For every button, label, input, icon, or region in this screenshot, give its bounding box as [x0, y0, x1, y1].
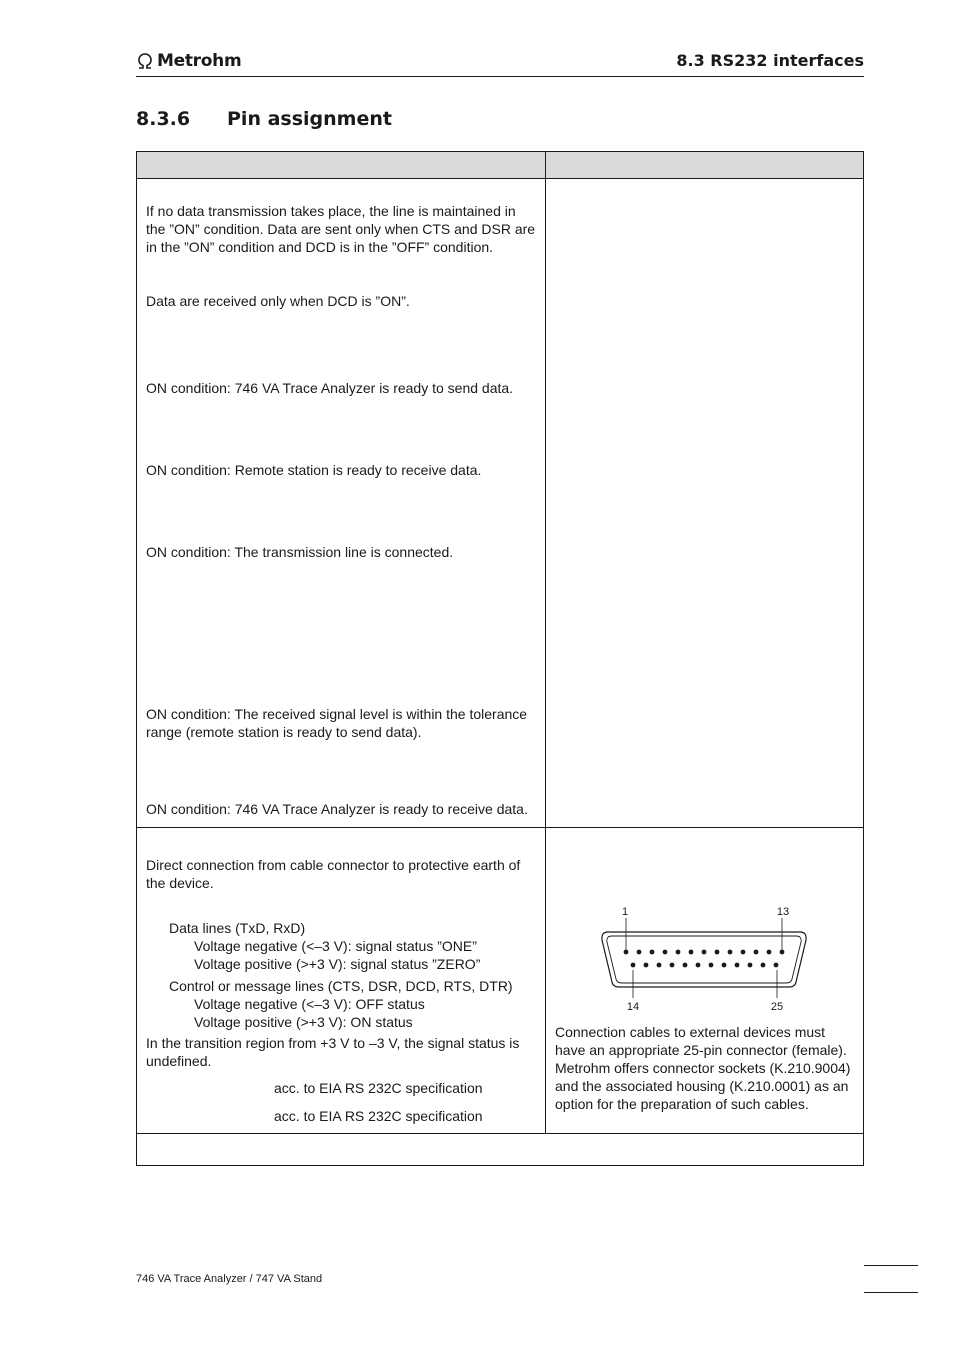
connector-pin — [637, 950, 642, 955]
column-divider — [545, 152, 546, 1134]
spec-line-1: acc. to EIA RS 232C specification — [274, 1080, 483, 1096]
connector-pin — [754, 950, 759, 955]
brand-name: Metrohm — [157, 51, 242, 71]
connector-pin — [683, 963, 688, 968]
txd-description: If no data transmission takes place, the line is maintained in the ”ON” condition. Data are sent only when CTS and DSR are in the ”ON” condition and DCD is in the ”OFF” condition. — [146, 203, 536, 255]
connector-pin — [728, 950, 733, 955]
row-divider — [137, 827, 863, 828]
connector-pin — [670, 963, 675, 968]
connector-pin — [761, 963, 766, 968]
table-header-row — [137, 152, 863, 179]
connector-pin — [650, 950, 655, 955]
connector-pin — [741, 950, 746, 955]
section-title: 8.3 RS232 interfaces — [676, 51, 864, 70]
connector-pin — [624, 950, 629, 955]
page-number-rule-top — [864, 1265, 918, 1266]
connector-diagram — [590, 900, 814, 1021]
dcd-description: ON condition: The received signal level is within the tolerance range (remote station is ready to send data). — [146, 706, 528, 740]
connector-pin — [657, 963, 662, 968]
heading-number: 8.3.6 — [136, 108, 191, 130]
pin-label-25: 25 — [770, 1001, 784, 1013]
rts-description: ON condition: 746 VA Trace Analyzer is ready to send data. — [146, 380, 514, 396]
rxd-description: Data are received only when DCD is ”ON”. — [146, 293, 410, 309]
data-positive: Voltage positive (>+3 V): signal status ”ZERO” — [194, 956, 481, 972]
connector-pin — [748, 963, 753, 968]
dtr-description: ON condition: 746 VA Trace Analyzer is ready to receive data. — [146, 801, 528, 817]
connector-pin — [774, 963, 779, 968]
connector-pin — [663, 950, 668, 955]
cts-description: ON condition: Remote station is ready to receive data. — [146, 462, 482, 478]
data-lines-label: Data lines (TxD, RxD) — [169, 920, 306, 936]
connector-pin — [735, 963, 740, 968]
transition-note: In the transition region from +3 V to –3 V, the signal status is undefined. — [146, 1035, 520, 1069]
connector-pin — [644, 963, 649, 968]
pin-label-14: 14 — [626, 1001, 640, 1013]
page-heading — [136, 108, 392, 130]
spec-line-2: acc. to EIA RS 232C specification — [274, 1108, 483, 1124]
connector-pin — [676, 950, 681, 955]
pin-label-13: 13 — [776, 906, 790, 918]
pin-label-1: 1 — [621, 906, 629, 918]
connector-pin — [631, 963, 636, 968]
footer-product: 746 VA Trace Analyzer / 747 VA Stand — [136, 1273, 323, 1285]
control-negative: Voltage negative (<–3 V): OFF status — [194, 996, 425, 1012]
omega-icon — [136, 52, 154, 70]
connector-pin — [689, 950, 694, 955]
control-lines-label: Control or message lines (CTS, DSR, DCD, RTS, DTR) — [169, 978, 513, 994]
connector-pin — [696, 963, 701, 968]
earth-description: Direct connection from cable connector to protective earth of the device. — [146, 857, 521, 891]
db25-connector-icon — [590, 900, 814, 1016]
dsr-description: ON condition: The transmission line is connected. — [146, 544, 454, 560]
connector-pin — [709, 963, 714, 968]
control-positive: Voltage positive (>+3 V): ON status — [194, 1014, 413, 1030]
connector-pin — [715, 950, 720, 955]
metrohm-logo — [136, 50, 241, 72]
data-negative: Voltage negative (<–3 V): signal status ”ONE” — [194, 938, 477, 954]
connector-pin — [767, 950, 772, 955]
connector-pin — [702, 950, 707, 955]
heading-title: Pin assignment — [227, 108, 392, 130]
connector-pin — [722, 963, 727, 968]
page-number-rule-bottom — [864, 1292, 918, 1293]
header-rule — [136, 76, 864, 77]
connector-note: Connection cables to external devices must have an appropriate 25-pin connector (female). Metrohm offers connector sockets (K.210.9004) and the associated housing (K.210.0001) as an option for the preparation of such cables. — [555, 1024, 851, 1112]
row-divider — [137, 1133, 863, 1134]
connector-pin — [780, 950, 785, 955]
